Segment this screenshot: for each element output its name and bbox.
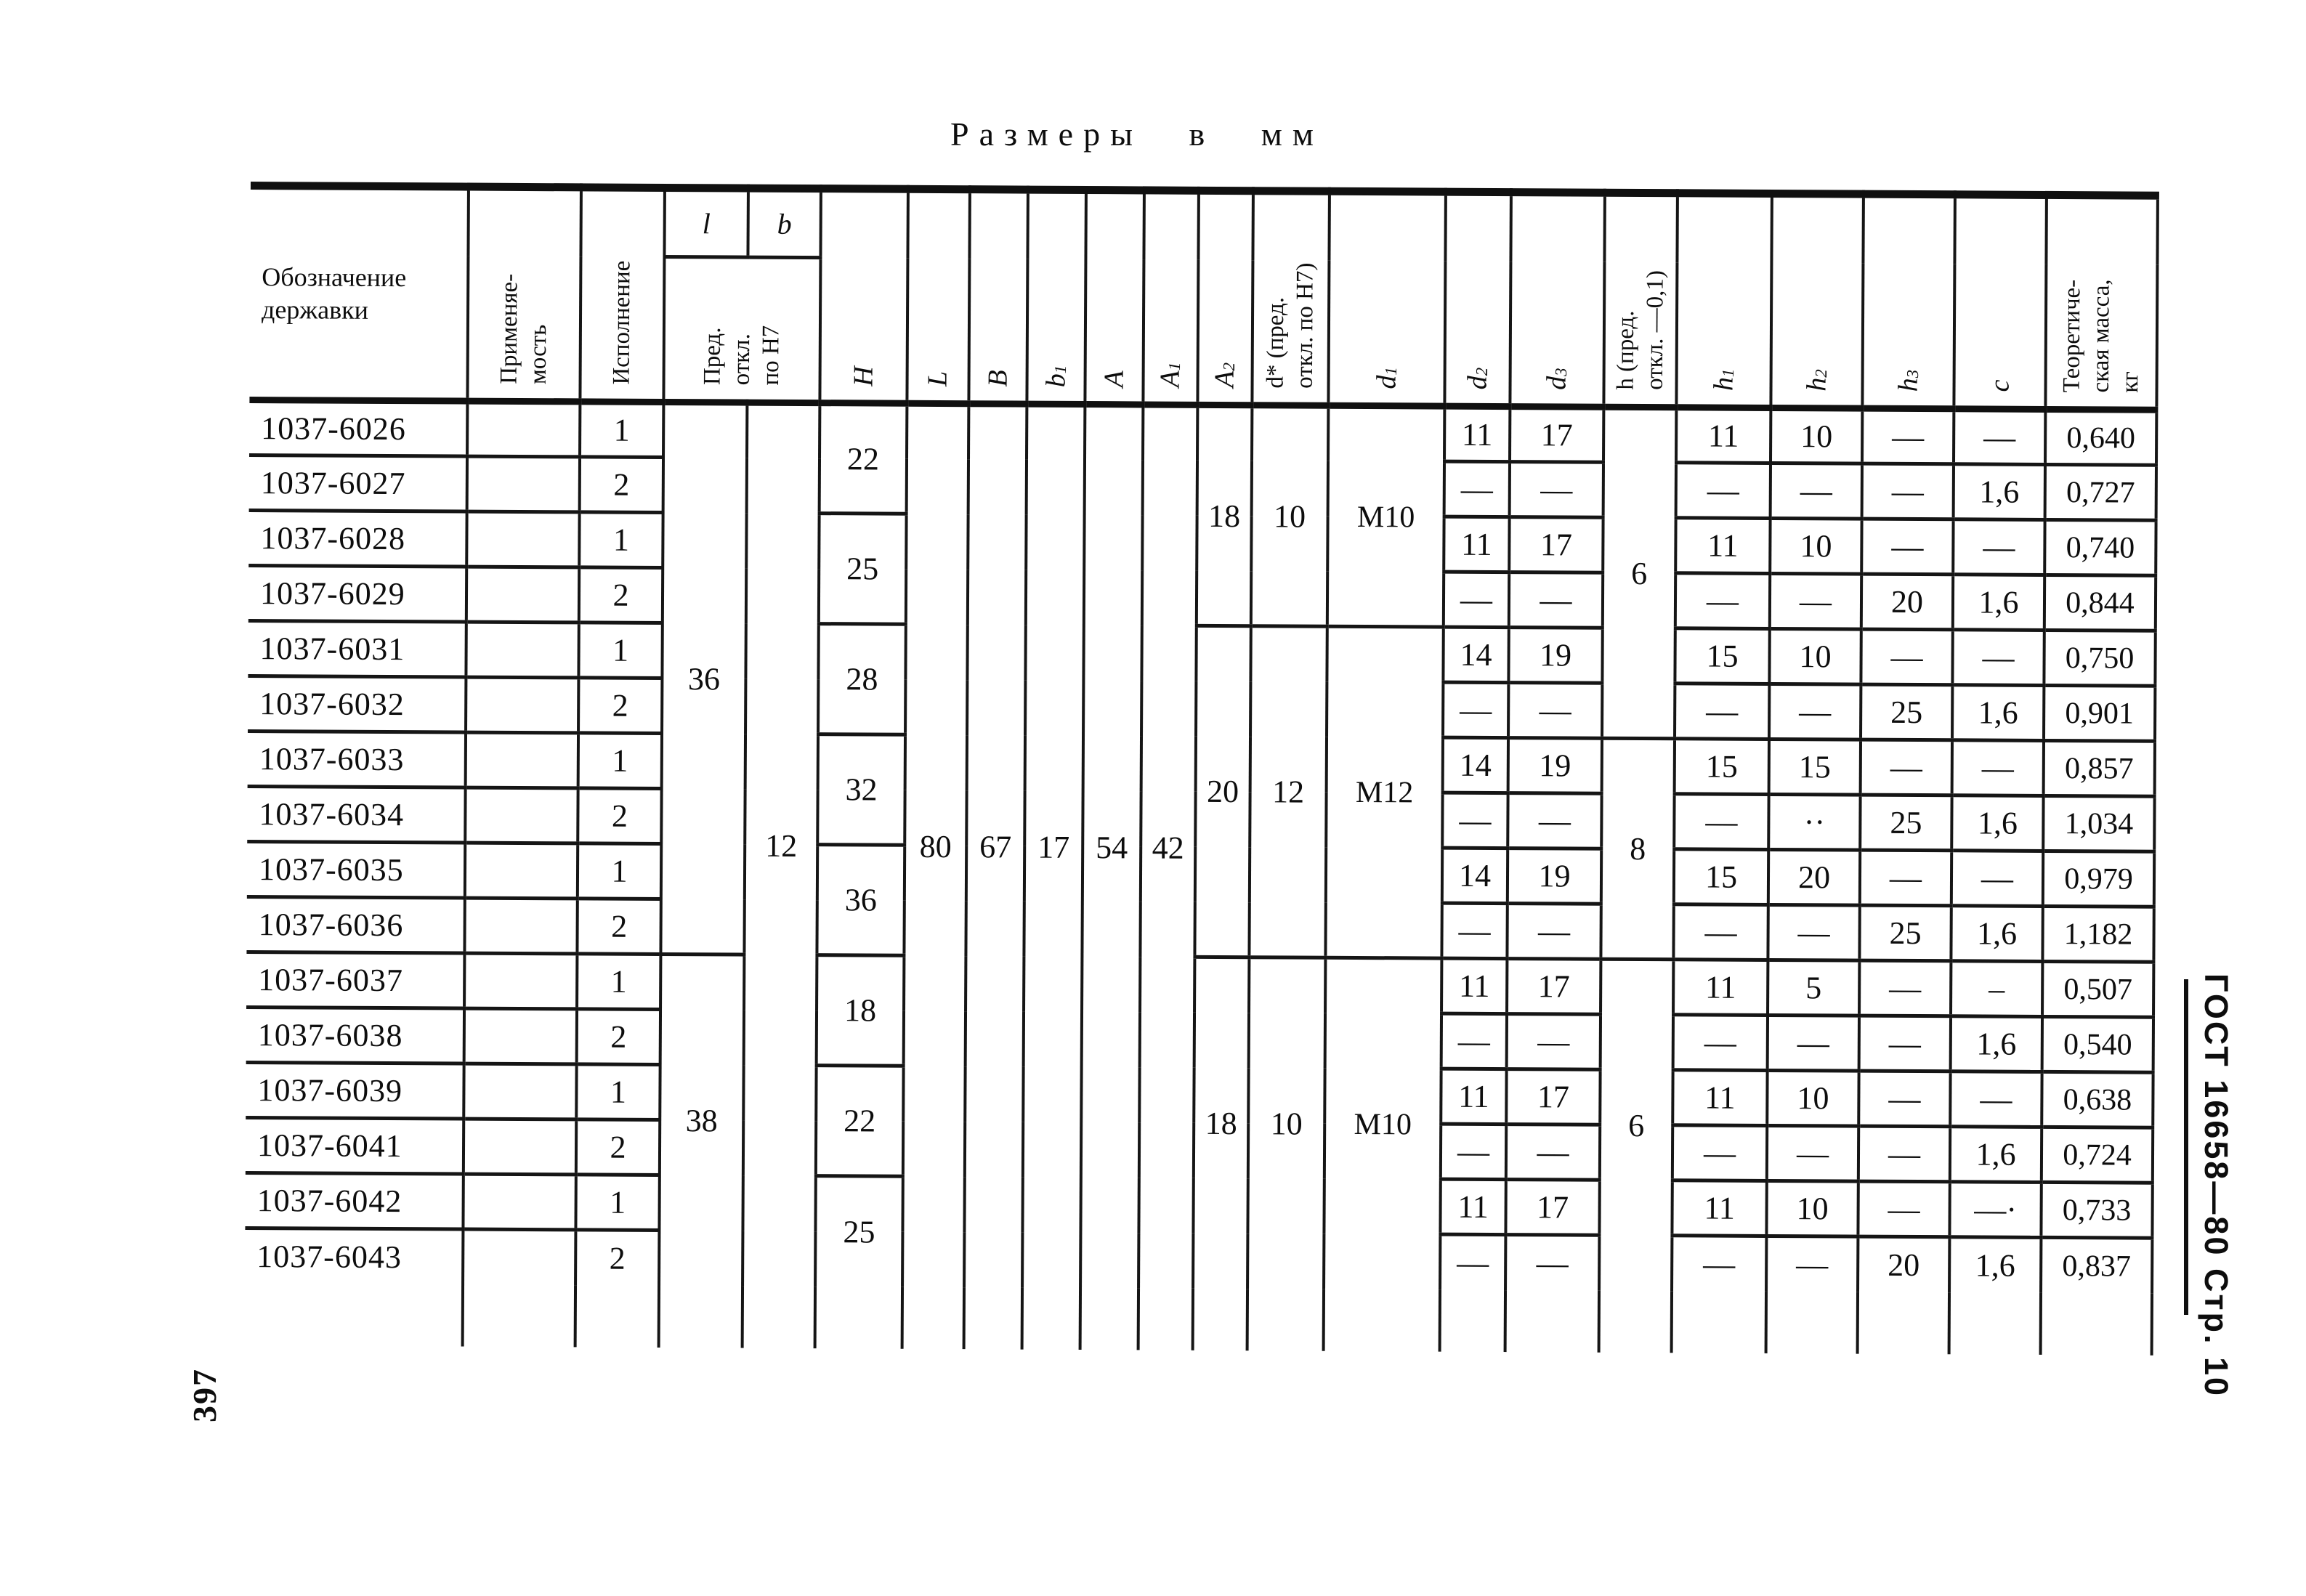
execution-cell: 1 — [578, 843, 661, 899]
d3-cell: 19 — [1508, 738, 1602, 794]
table-tail-cell — [815, 1287, 902, 1349]
c-cell: 1,6 — [1954, 464, 2045, 520]
H-cell: 25 — [819, 514, 907, 625]
d3-cell: — — [1508, 793, 1601, 849]
designation-cell: 1037-6027 — [249, 455, 467, 511]
h3-cell: — — [1862, 463, 1954, 519]
h-cell: 6 — [1602, 407, 1676, 739]
c-cell: 1,6 — [1951, 906, 2042, 962]
mass-cell: 1,182 — [2042, 906, 2153, 962]
execution-cell: 2 — [579, 567, 663, 623]
table-tail-cell — [1022, 1287, 1080, 1349]
h3-cell: — — [1858, 1181, 1949, 1237]
h3-cell: — — [1860, 850, 1951, 906]
applicability-cell — [466, 732, 578, 788]
L-cell: 80 — [902, 403, 968, 1287]
col-header-h3: $h_3$ — [1862, 194, 1955, 409]
execution-cell: 1 — [577, 954, 660, 1010]
table-tail-cell — [964, 1287, 1022, 1349]
l-cell: 38 — [659, 954, 744, 1286]
execution-cell: 2 — [577, 1009, 660, 1065]
h3-cell: — — [1859, 1016, 1951, 1072]
h1-cell: 11 — [1673, 960, 1768, 1016]
col-header-applicability: Применяе- мость — [467, 187, 581, 402]
mass-cell: 0,507 — [2042, 961, 2153, 1017]
h2-cell: — — [1767, 1125, 1858, 1181]
c-cell: 1,6 — [1951, 1016, 2042, 1072]
h1-cell: — — [1672, 1125, 1767, 1181]
table-tail-cell — [1193, 1288, 1247, 1350]
execution-cell: 2 — [580, 457, 663, 513]
applicability-cell — [465, 787, 578, 843]
h2-cell: 15 — [1769, 739, 1861, 795]
A2-cell: 18 — [1193, 957, 1249, 1288]
d2-cell: — — [1441, 903, 1507, 958]
d2-cell: — — [1443, 682, 1508, 737]
mass-cell: 0,844 — [2044, 575, 2156, 631]
table-tail-cell — [1599, 1290, 1672, 1353]
col-header-h2: $h_2$ — [1771, 193, 1864, 408]
h2-cell: — — [1770, 573, 1861, 629]
table-tail-cell — [1949, 1292, 2041, 1355]
designation-cell: 1037-6033 — [248, 731, 466, 787]
execution-cell: 1 — [579, 512, 663, 568]
d3-cell: 17 — [1510, 407, 1603, 463]
c-cell: — — [1953, 519, 2044, 575]
table-tail-cell — [1858, 1292, 1949, 1354]
c-cell: —· — [1949, 1182, 2041, 1238]
mass-cell: 0,740 — [2044, 519, 2156, 575]
col-header-b1: $b_1$ — [1027, 190, 1086, 404]
d3-cell: 17 — [1507, 959, 1601, 1015]
h2-cell: — — [1766, 1236, 1858, 1292]
applicability-cell — [464, 1008, 577, 1064]
h1-cell: 11 — [1675, 518, 1770, 574]
col-header-A2: $A_2$ — [1197, 190, 1253, 405]
h2-cell: 20 — [1768, 849, 1860, 905]
h1-cell: 15 — [1675, 739, 1769, 795]
d3-cell: 17 — [1505, 1180, 1599, 1236]
col-header-h1: $h_1$ — [1676, 193, 1772, 408]
h3-cell: 20 — [1861, 574, 1953, 630]
applicability-cell — [466, 511, 579, 567]
H-cell: 32 — [817, 734, 905, 846]
table-tail-cell — [1766, 1291, 1858, 1353]
designation-cell: 1037-6037 — [246, 952, 464, 1008]
applicability-cell — [463, 1229, 575, 1285]
designation-cell: 1037-6041 — [246, 1117, 464, 1174]
h3-cell: 25 — [1860, 795, 1951, 851]
c-cell: 1,6 — [1951, 795, 2043, 851]
designation-cell: 1037-6042 — [245, 1172, 463, 1229]
h1-cell: — — [1674, 794, 1768, 850]
d2-cell: — — [1444, 572, 1509, 627]
col-header-L: L — [907, 189, 970, 403]
h1-cell: — — [1673, 904, 1768, 960]
c-cell: — — [1954, 409, 2045, 465]
mass-cell: 0,750 — [2044, 630, 2155, 686]
table-body — [245, 400, 2157, 1355]
d2-cell: — — [1440, 1234, 1505, 1289]
col-header-designation: Обозначение державки — [249, 185, 469, 401]
execution-cell: 2 — [575, 1230, 659, 1286]
col-header-h: h (пред. откл. —0,1) — [1603, 193, 1678, 408]
H-cell: 36 — [817, 845, 905, 956]
c-cell: – — [1951, 961, 2042, 1017]
h2-cell: 10 — [1771, 408, 1862, 463]
col-header-c: c — [1954, 195, 2047, 410]
d2-cell: 14 — [1443, 737, 1508, 793]
h1-cell: — — [1673, 1015, 1768, 1071]
table-tail-cell — [1247, 1289, 1324, 1351]
col-header-A1: $A_1$ — [1143, 190, 1199, 405]
table-tail-cell — [1324, 1289, 1440, 1351]
col-header-mass: Теоретиче- ская масса, кг — [2045, 195, 2158, 410]
applicability-cell — [463, 1174, 575, 1230]
H-cell: 22 — [816, 1066, 904, 1177]
mass-cell: 0,901 — [2044, 685, 2155, 741]
d2-cell: 11 — [1444, 517, 1509, 572]
h1-cell: 11 — [1676, 408, 1771, 463]
d2-cell: 11 — [1444, 406, 1510, 461]
designation-cell: 1037-6028 — [248, 510, 466, 567]
table-tail-cell — [1080, 1288, 1138, 1350]
c-cell: — — [1952, 740, 2044, 796]
d-star-cell: 10 — [1247, 957, 1325, 1289]
h1-cell: 15 — [1675, 628, 1769, 684]
applicability-cell — [464, 953, 577, 1009]
h-cell: 6 — [1599, 959, 1673, 1291]
d1-cell: М10 — [1327, 405, 1445, 627]
applicability-cell — [466, 677, 578, 733]
table-tail-cell — [463, 1284, 575, 1347]
mass-cell: 0,727 — [2045, 464, 2156, 520]
c-cell: 1,6 — [1953, 575, 2044, 631]
h3-cell: 25 — [1859, 905, 1951, 961]
h3-cell: 20 — [1858, 1236, 1949, 1292]
designation-cell: 1037-6038 — [246, 1007, 464, 1064]
h1-cell: 15 — [1674, 849, 1768, 905]
h2-cell: — — [1769, 684, 1861, 740]
col-header-H: H — [820, 189, 908, 404]
h1-cell: — — [1676, 463, 1771, 519]
execution-cell: 1 — [576, 1064, 660, 1120]
A2-cell: 18 — [1197, 405, 1253, 625]
h3-cell: — — [1861, 519, 1953, 575]
h1-cell: — — [1672, 1236, 1766, 1292]
designation-cell: 1037-6031 — [248, 620, 466, 677]
table-tail-cell — [1138, 1288, 1193, 1350]
table-tail-cell — [1672, 1291, 1766, 1353]
h3-cell: — — [1861, 740, 1952, 795]
H-cell: 22 — [820, 403, 907, 514]
designation-cell: 1037-6032 — [248, 676, 466, 732]
applicability-cell — [466, 567, 579, 623]
h3-cell: — — [1858, 1126, 1950, 1182]
execution-cell: 2 — [577, 899, 660, 955]
A2-cell: 20 — [1194, 625, 1250, 957]
d3-cell: — — [1507, 1014, 1601, 1070]
table-tail-cell — [245, 1283, 463, 1346]
page-number: 397 — [186, 1368, 223, 1422]
col-header-d2: $d_2$ — [1444, 192, 1511, 406]
l-cell: 36 — [660, 402, 747, 955]
d3-cell: 19 — [1508, 848, 1601, 904]
h1-cell: 11 — [1672, 1070, 1767, 1126]
d2-cell: 11 — [1441, 958, 1507, 1013]
mass-cell: 0,857 — [2044, 740, 2155, 796]
b-cell: 12 — [743, 402, 820, 1287]
d1-cell: М10 — [1324, 957, 1441, 1289]
applicability-cell — [464, 898, 577, 954]
d-star-cell: 10 — [1251, 405, 1329, 627]
mass-cell: 0,724 — [2042, 1127, 2153, 1183]
d3-cell: — — [1505, 1235, 1599, 1291]
A1-cell: 42 — [1138, 405, 1197, 1288]
d2-cell: — — [1441, 1013, 1507, 1069]
page-title: Размеры в мм — [950, 116, 1324, 153]
d2-cell: — — [1442, 793, 1508, 848]
table-tail-cell — [575, 1285, 659, 1348]
execution-cell: 1 — [578, 733, 662, 789]
h2-cell: — — [1768, 1015, 1859, 1071]
designation-cell: 1037-6035 — [247, 841, 465, 898]
h2-cell: 5 — [1768, 960, 1859, 1016]
designation-cell: 1037-6026 — [249, 400, 467, 456]
d3-cell: 17 — [1509, 517, 1603, 573]
d2-cell: — — [1444, 461, 1510, 517]
designation-cell: 1037-6036 — [246, 896, 464, 953]
d3-cell: — — [1509, 572, 1603, 628]
mass-cell: 0,979 — [2043, 851, 2154, 907]
mass-cell: 0,638 — [2042, 1072, 2153, 1127]
table-tail-cell — [659, 1285, 743, 1348]
mass-cell: 0,733 — [2041, 1182, 2152, 1238]
h2-cell: 10 — [1770, 518, 1861, 574]
H-cell: 28 — [818, 624, 906, 735]
d3-cell: 19 — [1508, 628, 1602, 684]
execution-cell: 1 — [578, 623, 662, 678]
d3-cell: 17 — [1506, 1069, 1600, 1125]
c-cell: — — [1952, 630, 2044, 686]
table-tail-cell — [2041, 1292, 2152, 1355]
designation-cell: 1037-6043 — [245, 1228, 463, 1284]
h2-cell: — — [1768, 904, 1859, 960]
col-header-B: B — [968, 190, 1028, 404]
A-cell: 54 — [1080, 405, 1143, 1288]
B-cell: 67 — [964, 404, 1027, 1287]
h1-cell: — — [1675, 573, 1770, 629]
h1-cell: — — [1675, 684, 1769, 740]
d2-cell: 14 — [1442, 848, 1508, 903]
H-cell: 25 — [815, 1176, 903, 1287]
c-cell: — — [1950, 1072, 2042, 1127]
execution-cell: 2 — [578, 788, 661, 844]
table-tail-cell — [1505, 1290, 1599, 1353]
applicability-cell — [464, 1119, 576, 1175]
h3-cell: — — [1859, 960, 1951, 1016]
sidebar-rule — [2184, 979, 2188, 1315]
h3-cell: — — [1862, 408, 1954, 464]
d3-cell: — — [1508, 683, 1602, 739]
dimensions-table-wrap — [245, 182, 2159, 1355]
c-cell: — — [1951, 851, 2043, 907]
col-header-d1: $d_1$ — [1328, 191, 1446, 406]
col-header-d3: $d_3$ — [1510, 193, 1605, 408]
c-cell: 1,6 — [1952, 685, 2044, 741]
designation-cell: 1037-6029 — [248, 565, 466, 622]
execution-cell: 2 — [576, 1119, 660, 1175]
table-row — [248, 620, 2155, 686]
b1-cell: 17 — [1022, 404, 1085, 1287]
col-header-A: A — [1085, 190, 1144, 405]
table-tail-row — [245, 1283, 2152, 1355]
mass-cell: 0,540 — [2042, 1016, 2153, 1072]
d3-cell: — — [1506, 1125, 1600, 1180]
h2-cell: 10 — [1766, 1180, 1858, 1236]
table-tail-cell — [902, 1287, 964, 1348]
h2-cell: — — [1771, 463, 1862, 519]
h-cell: 8 — [1601, 738, 1675, 960]
applicability-cell — [464, 1064, 576, 1119]
table-row — [246, 952, 2153, 1017]
d2-cell: 11 — [1440, 1179, 1505, 1234]
table-tail-cell — [743, 1286, 815, 1348]
h3-cell: — — [1861, 629, 1952, 685]
designation-cell: 1037-6039 — [246, 1062, 464, 1119]
applicability-cell — [466, 622, 578, 678]
h2-cell: 10 — [1769, 628, 1861, 684]
mass-cell: 1,034 — [2043, 795, 2154, 851]
table-row — [249, 400, 2156, 465]
dimensions-table — [245, 182, 2159, 1355]
execution-cell: 1 — [575, 1175, 659, 1231]
h2-cell: ·· — [1768, 794, 1860, 850]
table-header — [249, 185, 2158, 410]
d2-cell: 14 — [1443, 627, 1508, 682]
h1-cell: 11 — [1672, 1180, 1766, 1236]
h3-cell: 25 — [1861, 684, 1952, 740]
h2-cell: 10 — [1767, 1070, 1858, 1126]
d1-cell: М12 — [1325, 626, 1443, 958]
d3-cell: — — [1510, 462, 1603, 518]
execution-cell: 1 — [580, 402, 663, 458]
h3-cell: — — [1858, 1071, 1950, 1127]
col-header-lb-tolerance: Пред. откл. по Н7 — [663, 256, 820, 402]
c-cell: 1,6 — [1949, 1237, 2041, 1293]
H-cell: 18 — [817, 955, 905, 1066]
col-header-execution: Исполнение — [580, 187, 665, 402]
d2-cell: 11 — [1441, 1069, 1506, 1124]
d2-cell: — — [1441, 1124, 1506, 1179]
execution-cell: 2 — [578, 678, 662, 734]
mass-cell: 0,837 — [2041, 1237, 2152, 1293]
col-header-d-star: d* (пред. откл. по Н7) — [1252, 191, 1330, 406]
mass-cell: 0,640 — [2045, 409, 2156, 465]
designation-cell: 1037-6034 — [247, 786, 465, 843]
c-cell: 1,6 — [1950, 1127, 2042, 1183]
d3-cell: — — [1507, 904, 1601, 960]
applicability-cell — [467, 456, 580, 512]
col-header-l: l — [664, 187, 748, 257]
gost-reference: ГОСТ 16658—80 Стр. 10 — [2198, 973, 2235, 1398]
table-tail-cell — [1440, 1289, 1505, 1351]
applicability-cell — [467, 401, 580, 457]
applicability-cell — [465, 843, 578, 899]
d-star-cell: 12 — [1249, 626, 1327, 958]
col-header-b: b — [748, 188, 820, 258]
